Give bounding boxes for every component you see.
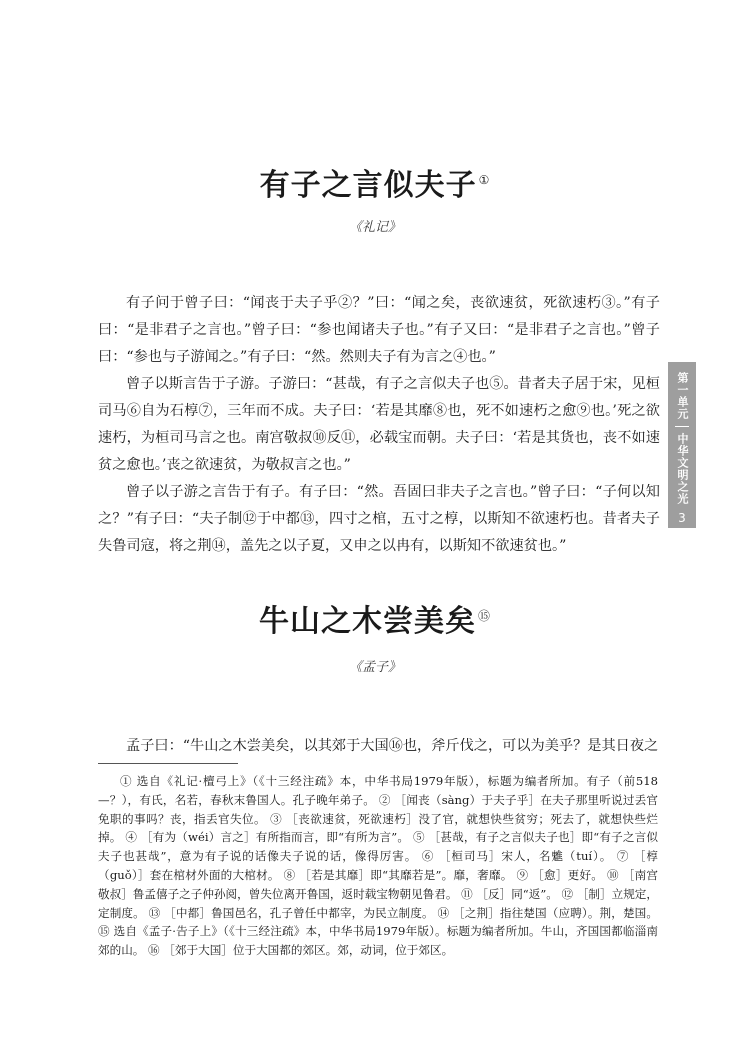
- section-1-title: [0, 160, 750, 204]
- section-2-title: [0, 596, 750, 640]
- title-note-marker: ①: [478, 173, 491, 187]
- footnote-divider: [98, 763, 238, 764]
- footnote-text: ① 选自《礼记·檀弓上》（《十三经注疏》本，中华书局1979年版），标题为编者所加。有子（前518—？），有氏，名若，春秋末鲁国人。孔子晚年弟子。 ② ［闻丧（sàng）于夫子乎］在夫子那里听说过丢官免职的事吗？丧，指丢官失位。 ③ ［丧欲速贫，死欲速朽］没了官，就想快些贫穷；死去了，就想快些烂掉。 ④ ［有为（wéi）言之］有所指而言，即“有所为言”。 ⑤ ［甚哉，有子之言似夫子也］即“有子之言似夫子也甚哉”，意为有子说的话像夫子说的话，像得厉害。 ⑥ ［桓司马］宋人，名魋（tuí）。 ⑦ ［椁（guǒ）］套在棺材外面的大棺材。 ⑧ ［若是其靡］即“其靡若是”。靡，奢靡。 ⑨ ［愈］更好。 ⑩ ［南宫敬叔］鲁孟僖子之子仲孙阅，曾失位离开鲁国，返时载宝物朝见鲁君。 ⑪ ［反］同“返”。 ⑫ ［制］立规定，定制度。 ⑬ ［中都］鲁国邑名，孔子曾任中都宰，为民立制度。 ⑭ ［之荆］指往楚国（应聘）。荆，楚国。 ⑮ 选自《孟子·告子上》（《十三经注疏》本，中华书局1979年版）。标题为编者所加。牛山，齐国国都临淄南郊的山。 ⑯ ［郊于大国］位于大国都的郊区。郊，动词，位于郊区。: [98, 774, 658, 958]
- paragraph: 曾子以子游之言告于有子。有子曰：“然。吾固曰非夫子之言也。”曾子曰：“子何以知之？”有子曰：“夫子制⑫于中都⑬，四寸之棺，五寸之椁，以斯知不欲速朽也。昔者夫子失鲁司寇，将之荆⑭，盖先之以子夏，又申之以冉有，以斯知不欲速贫也。”: [98, 484, 660, 554]
- section-1-body: [98, 290, 660, 560]
- page-number: 3: [678, 511, 686, 525]
- paragraph: 孟子曰：“牛山之木尝美矣，以其郊于大国⑯也，斧斤伐之，可以为美乎？是其日夜之: [126, 738, 659, 754]
- section-1-title-text: 有子之言似夫子: [259, 168, 477, 203]
- title-note-marker: ⑮: [477, 609, 491, 623]
- paragraph: 有子问于曾子曰：“闻丧于夫子乎②？”曰：“闻之矣，丧欲速贫，死欲速朽③。”有子曰：“是非君子之言也。”曾子曰：“参也闻诸夫子也。”有子又曰：“是非君子之言也。”曾子曰：“参也与子游闻之。”有子曰：“然。然则夫子有为言之④也。”: [98, 295, 660, 365]
- divider: [675, 426, 689, 427]
- section-2-body: [98, 733, 660, 760]
- section-2-title-text: 牛山之木尝美矣: [258, 604, 476, 639]
- paragraph: 曾子以斯言告于子游。子游曰：“甚哉，有子之言似夫子也⑤。昔者夫子居于宋，见桓司马⑥自为石椁⑦，三年而不成。夫子曰：‘若是其靡⑧也，死不如速朽之愈⑨也。’死之欲速朽，为桓司马言之也。南宫敬叔⑩反⑪，必载宝而朝。夫子曰：‘若是其货也，丧不如速贫之愈也。’丧之欲速贫，为敬叔言之也。”: [98, 376, 660, 473]
- side-tab: [668, 362, 696, 528]
- chapter-label: 中华文明之光: [676, 433, 689, 505]
- section-2-source: 《孟子》: [348, 660, 401, 675]
- section-1-source: 《礼记》: [348, 220, 401, 235]
- footnotes: [98, 772, 658, 960]
- unit-label: 第一单元: [676, 372, 689, 420]
